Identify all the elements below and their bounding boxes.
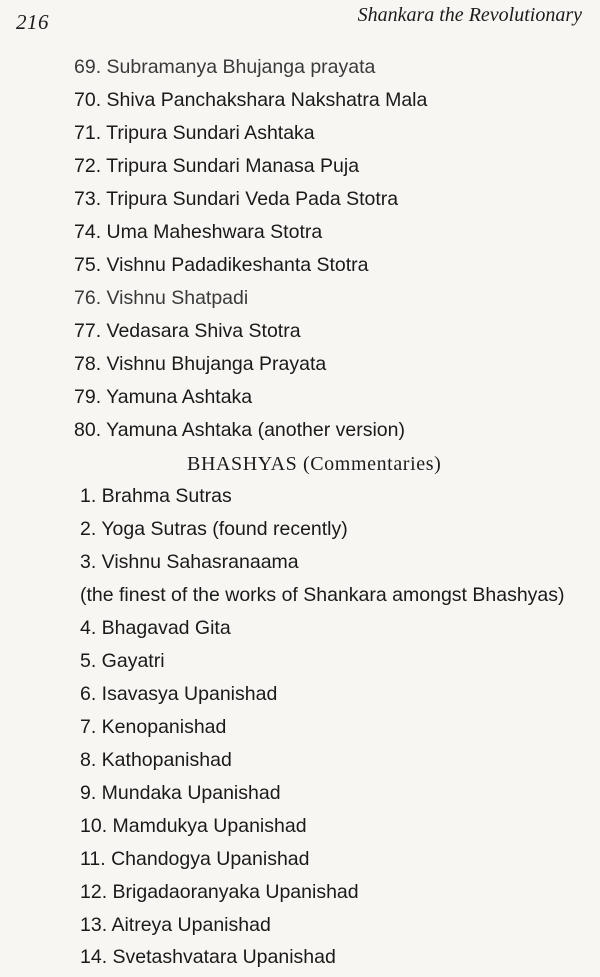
page-number: 216 <box>16 10 49 34</box>
list-item: 74. Uma Maheshwara Stotra <box>74 221 323 243</box>
section-heading: BHASHYAS (Commentaries) <box>187 453 442 475</box>
list-item: 11. Chandogya Upanishad <box>80 848 310 870</box>
list-item: 2. Yoga Sutras (found recently) <box>80 518 348 540</box>
list-item: 9. Mundaka Upanishad <box>80 782 281 804</box>
list-item: 3. Vishnu Sahasranaama <box>80 551 299 573</box>
list-item: 14. Svetashvatara Upanishad <box>80 946 336 968</box>
list-item: 70. Shiva Panchakshara Nakshatra Mala <box>74 89 428 111</box>
list-item: 72. Tripura Sundari Manasa Puja <box>74 155 360 177</box>
list-item: 79. Yamuna Ashtaka <box>74 386 253 408</box>
list-item-note: (the finest of the works of Shankara amongst Bhashyas) <box>80 584 565 606</box>
list-item: 1. Brahma Sutras <box>80 485 232 507</box>
running-title: Shankara the Revolutionary <box>357 4 582 26</box>
list-item: 5. Gayatri <box>80 650 165 672</box>
list-item: 71. Tripura Sundari Ashtaka <box>74 122 315 144</box>
list-item: 6. Isavasya Upanishad <box>80 683 278 705</box>
list-item: 12. Brigadaoranyaka Upanishad <box>80 881 359 903</box>
list-item: 8. Kathopanishad <box>80 749 232 771</box>
list-item: 80. Yamuna Ashtaka (another version) <box>74 419 405 441</box>
list-item: 4. Bhagavad Gita <box>80 617 231 639</box>
list-item: 75. Vishnu Padadikeshanta Stotra <box>74 254 369 276</box>
list-item: 13. Aitreya Upanishad <box>80 914 271 936</box>
list-item: 7. Kenopanishad <box>80 716 227 738</box>
list-item: 73. Tripura Sundari Veda Pada Stotra <box>74 188 399 210</box>
list-item: 78. Vishnu Bhujanga Prayata <box>74 353 327 375</box>
list-item: 69. Subramanya Bhujanga prayata <box>74 56 376 78</box>
list-item: 10. Mamdukya Upanishad <box>80 815 307 837</box>
list-item: 77. Vedasara Shiva Stotra <box>74 320 301 342</box>
list-item: 76. Vishnu Shatpadi <box>74 287 249 309</box>
